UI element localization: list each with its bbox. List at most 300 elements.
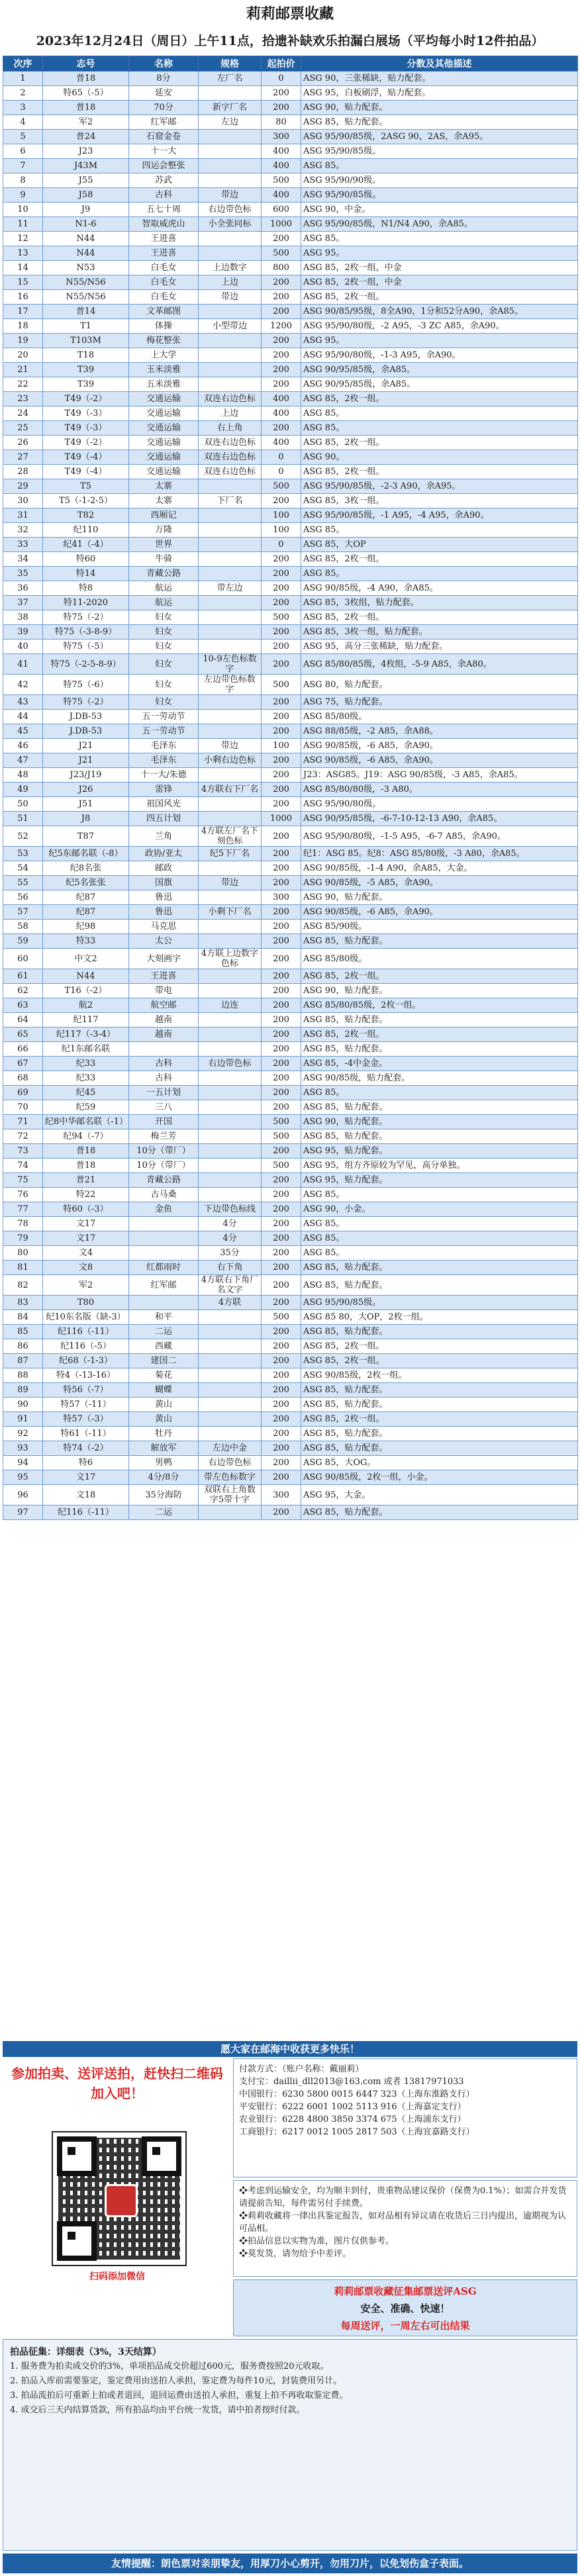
stamp-spec bbox=[199, 768, 262, 783]
table-row[interactable] bbox=[3, 1354, 578, 1368]
stamp-name: 牡丹 bbox=[129, 1427, 199, 1441]
start-price: 200 bbox=[262, 920, 301, 934]
table-row[interactable] bbox=[3, 797, 578, 812]
start-price: 200 bbox=[262, 334, 301, 348]
table-row[interactable] bbox=[3, 1144, 578, 1159]
table-row[interactable] bbox=[3, 1441, 578, 1456]
stamp-spec: 下厂名 bbox=[199, 494, 262, 508]
table-row[interactable] bbox=[3, 1368, 578, 1383]
stamp-name: 梅兰芳 bbox=[129, 1129, 199, 1144]
table-row[interactable] bbox=[3, 72, 578, 86]
table-row[interactable] bbox=[3, 217, 578, 232]
table-row[interactable] bbox=[3, 739, 578, 753]
stamp-name: 国旗 bbox=[129, 876, 199, 890]
stamp-name: 延安 bbox=[129, 86, 199, 101]
table-row[interactable] bbox=[3, 246, 578, 261]
lot-description: ASG 85/80级。 bbox=[301, 949, 578, 969]
stamp-code: 航2 bbox=[43, 998, 129, 1013]
table-row[interactable] bbox=[3, 1115, 578, 1129]
table-row[interactable] bbox=[3, 86, 578, 101]
stamp-code: 纪59 bbox=[43, 1100, 129, 1115]
table-row[interactable] bbox=[3, 969, 578, 984]
footer-reminder: 友情提醒：朗色票对亲朋挚友，用厚刀小心剪开，勿用刀片，以免划伤盒子表面。 bbox=[3, 2553, 577, 2573]
stamp-code: 特4（-13-16） bbox=[43, 1368, 129, 1383]
table-row[interactable] bbox=[3, 1470, 578, 1485]
lot-number: 20 bbox=[3, 348, 43, 363]
stamp-code: 普21 bbox=[43, 1173, 129, 1188]
stamp-spec: 下边带色标线 bbox=[199, 1202, 262, 1217]
grading-slogan bbox=[233, 2279, 577, 2336]
table-row[interactable] bbox=[3, 275, 578, 290]
table-row[interactable] bbox=[3, 188, 578, 203]
table-row[interactable] bbox=[3, 1383, 578, 1398]
stamp-spec bbox=[199, 334, 262, 348]
table-row[interactable] bbox=[3, 465, 578, 479]
stamp-spec bbox=[199, 1368, 262, 1383]
table-row[interactable] bbox=[3, 567, 578, 581]
table-row[interactable] bbox=[3, 101, 578, 115]
start-price: 200 bbox=[262, 1275, 301, 1296]
start-price: 200 bbox=[262, 998, 301, 1013]
stamp-code: N44 bbox=[43, 969, 129, 984]
start-price: 200 bbox=[262, 1173, 301, 1188]
stamp-name: 祖国风光 bbox=[129, 797, 199, 812]
table-row[interactable] bbox=[3, 876, 578, 890]
table-row[interactable] bbox=[3, 1505, 578, 1520]
table-row[interactable] bbox=[3, 377, 578, 392]
stamp-name: 10分（带厂） bbox=[129, 1144, 199, 1159]
stamp-code: J21 bbox=[43, 753, 129, 768]
auction-subtitle: 2023年12月24日（周日）上午11点，拾遗补缺欢乐拍漏白展场（平均每小时12件拍品） bbox=[36, 34, 544, 48]
table-row[interactable] bbox=[3, 130, 578, 144]
start-price: 200 bbox=[262, 640, 301, 654]
lot-number: 8 bbox=[3, 173, 43, 188]
lot-number: 93 bbox=[3, 1441, 43, 1456]
lot-number: 73 bbox=[3, 1144, 43, 1159]
table-row[interactable] bbox=[3, 1246, 578, 1261]
qr-logo-icon bbox=[105, 2184, 138, 2217]
start-price: 500 bbox=[262, 173, 301, 188]
stamp-code: 纪1东邮名联 bbox=[43, 1042, 129, 1057]
table-row[interactable] bbox=[3, 1231, 578, 1246]
table-row[interactable] bbox=[3, 173, 578, 188]
start-price: 200 bbox=[262, 552, 301, 567]
start-price: 200 bbox=[262, 1086, 301, 1100]
stamp-name: 五米淡雅 bbox=[129, 377, 199, 392]
table-row[interactable] bbox=[3, 290, 578, 305]
table-row[interactable] bbox=[3, 1217, 578, 1231]
start-price: 400 bbox=[262, 436, 301, 450]
table-row[interactable] bbox=[3, 1261, 578, 1275]
lot-description: ASG 95/90/85级，N1/N4 A90，余A85。 bbox=[301, 217, 578, 232]
start-price: 200 bbox=[262, 1013, 301, 1027]
lot-description: ASG 85，3枚一组，贴力配套。 bbox=[301, 625, 578, 640]
stamp-spec: 4分 bbox=[199, 1217, 262, 1231]
lot-number: 24 bbox=[3, 406, 43, 421]
start-price: 1200 bbox=[262, 319, 301, 334]
stamp-name: 西厢记 bbox=[129, 508, 199, 523]
stamp-code: N44 bbox=[43, 246, 129, 261]
stamp-code: J21 bbox=[43, 739, 129, 753]
stamp-code: 文4 bbox=[43, 1246, 129, 1261]
stamp-code: 特74（-2） bbox=[43, 1441, 129, 1456]
start-price: 200 bbox=[262, 1057, 301, 1071]
table-row[interactable] bbox=[3, 1339, 578, 1354]
stamp-name: 二运 bbox=[129, 1505, 199, 1520]
start-price: 200 bbox=[262, 1042, 301, 1057]
lot-number: 37 bbox=[3, 596, 43, 610]
rules-item: 3. 拍品流拍后可重新上拍或者退回，退回运费由送拍人承担，重复上拍不再收取鉴定费。 bbox=[10, 2391, 348, 2401]
stamp-code: 特33 bbox=[43, 934, 129, 949]
stamp-name bbox=[129, 1246, 199, 1261]
lot-description: ASG 95/90/85级，-2-3 A90，余A95。 bbox=[301, 479, 578, 494]
lot-description: ASG 85，2枚一组。 bbox=[301, 436, 578, 450]
stamp-name: 古科 bbox=[129, 188, 199, 203]
table-row[interactable] bbox=[3, 847, 578, 861]
stamp-name: 邮政 bbox=[129, 861, 199, 876]
stamp-code: T39 bbox=[43, 377, 129, 392]
table-row[interactable] bbox=[3, 949, 578, 969]
table-row[interactable] bbox=[3, 421, 578, 436]
stamp-spec bbox=[199, 1188, 262, 1202]
table-row[interactable] bbox=[3, 1129, 578, 1144]
stamp-code: T49（-3） bbox=[43, 421, 129, 436]
stamp-spec bbox=[199, 812, 262, 826]
notice-line: ❖拍品信息以实物为准，图片仅供参考。 bbox=[239, 2236, 395, 2246]
stamp-name: 交通运输 bbox=[129, 465, 199, 479]
lot-number: 96 bbox=[3, 1485, 43, 1505]
stamp-name: 十一大 bbox=[129, 144, 199, 159]
lot-description: ASG 95，高分三张稀缺，贴力配套。 bbox=[301, 640, 578, 654]
stamp-code: N55/N56 bbox=[43, 275, 129, 290]
table-row[interactable] bbox=[3, 640, 578, 654]
stamp-name: 8分 bbox=[129, 72, 199, 86]
stamp-spec bbox=[199, 710, 262, 724]
stamp-code: 纪8中华邮名联（-1） bbox=[43, 1115, 129, 1129]
stamp-name: 王进喜 bbox=[129, 246, 199, 261]
lot-number: 62 bbox=[3, 984, 43, 998]
lot-number: 94 bbox=[3, 1456, 43, 1470]
table-row[interactable] bbox=[3, 625, 578, 640]
lot-number: 44 bbox=[3, 710, 43, 724]
lot-number: 22 bbox=[3, 377, 43, 392]
table-row[interactable] bbox=[3, 479, 578, 494]
start-price: 200 bbox=[262, 783, 301, 797]
stamp-spec: 上边数字 bbox=[199, 261, 262, 275]
stamp-spec: 纪5下厂名 bbox=[199, 847, 262, 861]
table-row[interactable] bbox=[3, 984, 578, 998]
lot-description: ASG 95，大金。 bbox=[301, 1485, 578, 1505]
lot-description: ASG 85。 bbox=[301, 232, 578, 246]
stamp-code: 纪87 bbox=[43, 890, 129, 905]
lot-description: ASG 90/85级，2枚一组。 bbox=[301, 1368, 578, 1383]
start-price: 500 bbox=[262, 1310, 301, 1325]
start-price: 200 bbox=[262, 421, 301, 436]
table-row[interactable] bbox=[3, 812, 578, 826]
start-price: 300 bbox=[262, 1485, 301, 1505]
start-price: 200 bbox=[262, 1412, 301, 1427]
table-row[interactable] bbox=[3, 115, 578, 130]
stamp-code: J23/J19 bbox=[43, 768, 129, 783]
stamp-name: 妇女 bbox=[129, 675, 199, 695]
lot-number: 87 bbox=[3, 1354, 43, 1368]
promo-panel bbox=[3, 2058, 230, 2336]
stamp-code: J55 bbox=[43, 173, 129, 188]
table-row[interactable] bbox=[3, 523, 578, 538]
table-row[interactable] bbox=[3, 1310, 578, 1325]
table-row[interactable] bbox=[3, 1159, 578, 1173]
stamp-code: 纪87 bbox=[43, 905, 129, 920]
lot-description: ASG 85，-4中金金。 bbox=[301, 1057, 578, 1071]
stamp-name: 四五计划 bbox=[129, 812, 199, 826]
stamp-name: 上大学 bbox=[129, 348, 199, 363]
table-row[interactable] bbox=[3, 1100, 578, 1115]
stamp-code: 普14 bbox=[43, 305, 129, 319]
table-row[interactable] bbox=[3, 861, 578, 876]
stamp-name: 航运 bbox=[129, 596, 199, 610]
table-row[interactable] bbox=[3, 1013, 578, 1027]
lot-number: 7 bbox=[3, 159, 43, 173]
stamp-spec bbox=[199, 861, 262, 876]
lot-number: 97 bbox=[3, 1505, 43, 1520]
table-row[interactable] bbox=[3, 753, 578, 768]
start-price: 200 bbox=[262, 710, 301, 724]
stamp-spec: 右边带色标 bbox=[199, 203, 262, 217]
payment-line: 平安银行：6222 6001 1002 5113 916（上海嘉定支行） bbox=[239, 2102, 466, 2112]
table-row[interactable] bbox=[3, 1057, 578, 1071]
start-price: 200 bbox=[262, 1441, 301, 1456]
lot-description: ASG 85，大OP bbox=[301, 538, 578, 552]
stamp-spec bbox=[199, 1115, 262, 1129]
stamp-name: 妇女 bbox=[129, 654, 199, 675]
table-row[interactable] bbox=[3, 334, 578, 348]
table-row[interactable] bbox=[3, 710, 578, 724]
stamp-code: 特56（-7） bbox=[43, 1383, 129, 1398]
table-row[interactable] bbox=[3, 1296, 578, 1310]
start-price: 200 bbox=[262, 567, 301, 581]
table-row[interactable] bbox=[3, 1027, 578, 1042]
stamp-name: 四运会整张 bbox=[129, 159, 199, 173]
lot-number: 75 bbox=[3, 1173, 43, 1188]
table-row[interactable] bbox=[3, 494, 578, 508]
lot-number: 91 bbox=[3, 1412, 43, 1427]
lot-number: 3 bbox=[3, 101, 43, 115]
lot-description: ASG 85。 bbox=[301, 567, 578, 581]
stamp-spec bbox=[199, 920, 262, 934]
stamp-spec bbox=[199, 1427, 262, 1441]
lot-number: 10 bbox=[3, 203, 43, 217]
stamp-spec bbox=[199, 934, 262, 949]
table-row[interactable] bbox=[3, 1275, 578, 1296]
payment-line[interactable]: 支付宝：daillii_dll2013@163.com 或者 13817971033 bbox=[239, 2077, 464, 2087]
table-row[interactable] bbox=[3, 1042, 578, 1057]
lot-description: ASG 85/80/85级，4枚组，-5-9 A85，余A80。 bbox=[301, 654, 578, 675]
start-price: 200 bbox=[262, 724, 301, 739]
stamp-spec: 小型带边 bbox=[199, 319, 262, 334]
stamp-spec bbox=[199, 479, 262, 494]
table-row[interactable] bbox=[3, 363, 578, 377]
stamp-spec bbox=[199, 640, 262, 654]
table-row[interactable] bbox=[3, 538, 578, 552]
stamp-spec: 右上角 bbox=[199, 421, 262, 436]
table-row[interactable] bbox=[3, 934, 578, 949]
stamp-spec: 小全张同标 bbox=[199, 217, 262, 232]
stamp-code: J.DB-53 bbox=[43, 724, 129, 739]
stamp-name: 航运 bbox=[129, 581, 199, 596]
stamp-spec: 双连右边色标 bbox=[199, 450, 262, 465]
stamp-spec bbox=[199, 1398, 262, 1412]
table-row[interactable] bbox=[3, 675, 578, 695]
lot-number: 55 bbox=[3, 876, 43, 890]
stamp-code: 纪98 bbox=[43, 920, 129, 934]
stamp-code: 特61（-11） bbox=[43, 1427, 129, 1441]
table-row[interactable] bbox=[3, 508, 578, 523]
table-row[interactable] bbox=[3, 261, 578, 275]
column-header: 起拍价 bbox=[262, 56, 301, 72]
table-row[interactable] bbox=[3, 159, 578, 173]
table-row[interactable] bbox=[3, 1086, 578, 1100]
stamp-spec: 带左边 bbox=[199, 581, 262, 596]
qr-code-icon[interactable] bbox=[52, 2131, 187, 2266]
column-header: 名称 bbox=[129, 56, 199, 72]
lot-description: ASG 85，大OG。 bbox=[301, 1456, 578, 1470]
stamp-code: J8 bbox=[43, 812, 129, 826]
table-row[interactable] bbox=[3, 1412, 578, 1427]
stamp-spec bbox=[199, 86, 262, 101]
table-row[interactable] bbox=[3, 392, 578, 406]
lot-description: ASG 85。 bbox=[301, 421, 578, 436]
lot-number: 34 bbox=[3, 552, 43, 567]
stamp-name: 黄山 bbox=[129, 1412, 199, 1427]
lot-number: 57 bbox=[3, 905, 43, 920]
lot-description: ASG 85。 bbox=[301, 523, 578, 538]
table-row[interactable] bbox=[3, 1202, 578, 1217]
lot-description: ASG 95。 bbox=[301, 334, 578, 348]
table-row[interactable] bbox=[3, 596, 578, 610]
stamp-spec bbox=[199, 1505, 262, 1520]
table-row[interactable] bbox=[3, 1398, 578, 1412]
table-row[interactable] bbox=[3, 203, 578, 217]
lot-description: ASG 90/95/85级，余A85。 bbox=[301, 377, 578, 392]
lot-number: 38 bbox=[3, 610, 43, 625]
stamp-spec bbox=[199, 1086, 262, 1100]
start-price: 200 bbox=[262, 1427, 301, 1441]
table-row[interactable] bbox=[3, 450, 578, 465]
table-row[interactable] bbox=[3, 319, 578, 334]
lot-number: 13 bbox=[3, 246, 43, 261]
table-row[interactable] bbox=[3, 1188, 578, 1202]
table-row[interactable] bbox=[3, 890, 578, 905]
stamp-code: J43M bbox=[43, 159, 129, 173]
table-row[interactable] bbox=[3, 436, 578, 450]
table-row[interactable] bbox=[3, 654, 578, 675]
stamp-code: 纪41（-4） bbox=[43, 538, 129, 552]
table-row[interactable] bbox=[3, 1325, 578, 1339]
table-row[interactable] bbox=[3, 232, 578, 246]
table-row[interactable] bbox=[3, 144, 578, 159]
lot-number: 56 bbox=[3, 890, 43, 905]
stamp-name: 古马桑 bbox=[129, 1188, 199, 1202]
lot-description: ASG 95，组方齐原较为罕见，高分单独。 bbox=[301, 1159, 578, 1173]
table-row[interactable] bbox=[3, 920, 578, 934]
stamp-spec bbox=[199, 348, 262, 363]
stamp-name: 10分（带厂） bbox=[129, 1159, 199, 1173]
start-price: 200 bbox=[262, 847, 301, 861]
start-price: 200 bbox=[262, 1246, 301, 1261]
stamp-spec: 4方联上边数字色标 bbox=[199, 949, 262, 969]
table-row[interactable] bbox=[3, 998, 578, 1013]
table-row[interactable] bbox=[3, 348, 578, 363]
start-price: 200 bbox=[262, 1470, 301, 1485]
table-row[interactable] bbox=[3, 783, 578, 797]
stamp-name: 红军邮 bbox=[129, 115, 199, 130]
lot-description: ASG 85，3枚组，贴力配套。 bbox=[301, 596, 578, 610]
stamp-spec bbox=[199, 305, 262, 319]
qr-finder-icon bbox=[57, 2136, 97, 2176]
start-price: 200 bbox=[262, 1398, 301, 1412]
lot-number: 15 bbox=[3, 275, 43, 290]
stamp-spec bbox=[199, 984, 262, 998]
start-price: 200 bbox=[262, 797, 301, 812]
lot-description: ASG 95/90/85级，2ASG 90，2AS，余A95。 bbox=[301, 130, 578, 144]
stamp-spec: 右下角 bbox=[199, 1261, 262, 1275]
lot-description: 纪1：ASG 85。纪8：ASG 85/80级，-3 A80，余A85。 bbox=[301, 847, 578, 861]
table-row[interactable] bbox=[3, 1427, 578, 1441]
stamp-code: J26 bbox=[43, 783, 129, 797]
lot-number: 49 bbox=[3, 783, 43, 797]
lot-description: ASG 90/85级，2枚一组，小金。 bbox=[301, 1470, 578, 1485]
table-row[interactable] bbox=[3, 826, 578, 847]
start-price: 800 bbox=[262, 261, 301, 275]
stamp-spec bbox=[199, 890, 262, 905]
stamp-name: 和平 bbox=[129, 1310, 199, 1325]
stamp-code: J9 bbox=[43, 203, 129, 217]
stamp-code: 纪117（-3-4） bbox=[43, 1027, 129, 1042]
qr-finder-icon bbox=[142, 2136, 181, 2176]
table-row[interactable] bbox=[3, 305, 578, 319]
lot-description: ASG 80，贴力配套。 bbox=[301, 675, 578, 695]
start-price: 200 bbox=[262, 1231, 301, 1246]
stamp-code: J23 bbox=[43, 144, 129, 159]
table-row[interactable] bbox=[3, 768, 578, 783]
table-row[interactable] bbox=[3, 1485, 578, 1505]
table-row[interactable] bbox=[3, 1456, 578, 1470]
qr-finder-icon bbox=[57, 2221, 97, 2261]
table-row[interactable] bbox=[3, 1173, 578, 1188]
lot-number: 40 bbox=[3, 640, 43, 654]
stamp-name: 兰角 bbox=[129, 826, 199, 847]
lot-description: ASG 85，贴力配套。 bbox=[301, 1505, 578, 1520]
table-row[interactable] bbox=[3, 695, 578, 710]
table-row[interactable] bbox=[3, 724, 578, 739]
table-row[interactable] bbox=[3, 552, 578, 567]
table-row[interactable] bbox=[3, 1071, 578, 1086]
stamp-spec: 左边带色标数字 bbox=[199, 675, 262, 695]
stamp-code: 特75（-6） bbox=[43, 675, 129, 695]
stamp-spec bbox=[199, 130, 262, 144]
stamp-code: 普18 bbox=[43, 1144, 129, 1159]
table-row[interactable] bbox=[3, 905, 578, 920]
stamp-spec bbox=[199, 1159, 262, 1173]
lot-number: 42 bbox=[3, 675, 43, 695]
table-row[interactable] bbox=[3, 610, 578, 625]
lot-number: 51 bbox=[3, 812, 43, 826]
table-row[interactable] bbox=[3, 581, 578, 596]
stamp-spec bbox=[199, 1383, 262, 1398]
start-price: 200 bbox=[262, 1368, 301, 1383]
table-row[interactable] bbox=[3, 406, 578, 421]
lot-description: ASG 85，2枚一组。 bbox=[301, 1354, 578, 1368]
